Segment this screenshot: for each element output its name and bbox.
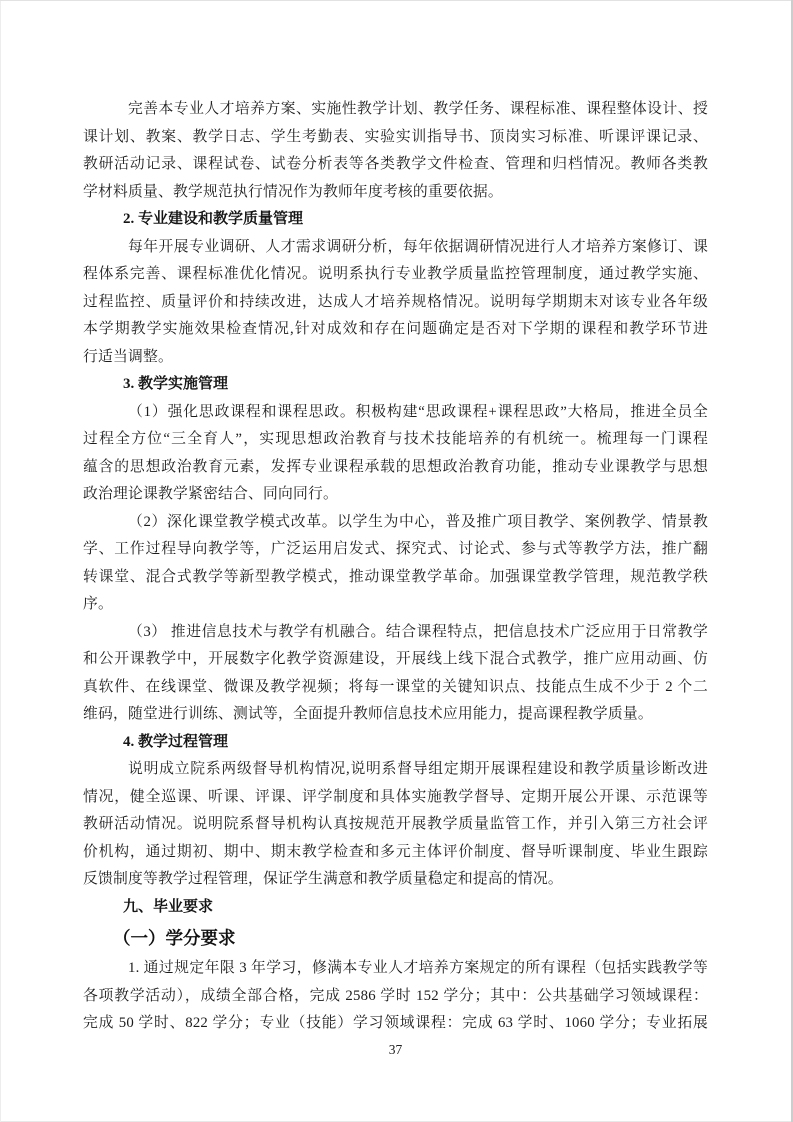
text-line: 各项教学活动），成绩全部合格，完成 2586 学时 152 学分；其中：公共基础学习领域课程： xyxy=(83,987,708,1004)
paragraph-supervision-mechanism xyxy=(83,756,708,894)
text-line: 每年开展专业调研、人才需求调研分析，每年依据调研情况进行人才培养方案修订、课 xyxy=(128,238,708,255)
text-line: 本学期教学实施效果检查情况,针对成效和存在问题确定是否对下学期的课程和教学环节进 xyxy=(83,321,708,337)
text-line: 课计划、教案、教学日志、学生考勤表、实验实训指导书、顶岗实习标准、听课评课记录、 xyxy=(83,128,708,145)
text-line: 情况，健全巡课、听课、评课、评学制度和具体实施教学督导、定期开展公开课、示范课等 xyxy=(83,788,708,805)
page-number: 37 xyxy=(388,1041,403,1057)
page-content xyxy=(83,96,708,1059)
paragraph-annual-research xyxy=(83,234,708,372)
paragraph-2-classroom-teaching-reform xyxy=(83,509,708,619)
text-line: 蕴含的思想政治教育元素，发挥专业课程承载的思想政治教育功能，推动专业课教学与思想 xyxy=(83,458,708,475)
text-line: 转课堂、混合式教学等新型教学模式，推动课堂教学革命。加强课堂教学管理，规范教学秩 xyxy=(83,568,708,585)
text-line: （1）强化思政课程和课程思政。积极构建“思政课程+课程思政”大格局，推进全员全 xyxy=(128,403,708,420)
paragraph-credit-requirement-detail xyxy=(83,955,708,1038)
text-line: 和公开课教学中，开展数字化教学资源建设，开展线上线下混合式教学，推广应用动画、仿 xyxy=(83,651,708,667)
text-line: 说明成立院系两级督导机构情况,说明系督导组定期开展课程建设和教学质量诊断改进 xyxy=(128,761,708,777)
paragraph-1-ideological-political-courses xyxy=(83,399,708,509)
text-line: （3） 推进信息技术与教学有机融合。结合课程特点，把信息技术广泛应用于日常教学 xyxy=(128,623,708,640)
heading-3-teaching-implementation-management: 3. 教学实施管理 xyxy=(123,376,229,392)
text-line: 反馈制度等教学过程管理，保证学生满意和教学质量稳定和提高的情况。 xyxy=(83,871,563,887)
text-line: （2）深化课堂教学模式改革。以学生为中心，普及推广项目教学、案例教学、情景教 xyxy=(128,513,708,530)
text-line: 维码，随堂进行训练、测试等，全面提升教师信息技术应用能力，提高课程教学质量。 xyxy=(83,706,653,722)
text-line: 程体系完善、课程标准优化情况。说明系执行专业教学质量监控管理制度，通过教学实施、 xyxy=(83,266,708,282)
heading-2-major-construction-quality-management: 2. 专业建设和教学质量管理 xyxy=(123,211,304,227)
text-line: 行适当调整。 xyxy=(83,348,173,365)
text-line: 完善本专业人才培养方案、实施性教学计划、教学任务、课程标准、课程整体设计、授 xyxy=(128,101,708,117)
text-line: 价机构，通过期初、期中、期末教学检查和多元主体评价制度、督导听课制度、毕业生跟踪 xyxy=(83,843,708,860)
text-line: 政治理论课教学紧密结合、同向同行。 xyxy=(83,486,338,502)
text-line: 真软件、在线课堂、微课及教学视频；将每一课堂的关键知识点、技能点生成不少于 2 个二 xyxy=(83,678,708,695)
text-line: 完成 50 学时、822 学分；专业（技能）学习领域课程：完成 63 学时、1060 学分；专业拓展 xyxy=(83,1015,708,1031)
paragraph-teaching-files-archive xyxy=(83,96,708,206)
text-line: 学、工作过程导向教学等，广泛运用启发式、探究式、讨论式、参与式等教学方法，推广翻 xyxy=(83,541,708,557)
text-line: 学材料质量、教学规范执行情况作为教师年度考核的重要依据。 xyxy=(83,183,503,200)
text-line: 过程全方位“三全育人”，实现思想政治教育与技术技能培养的有机统一。梳理每一门课程 xyxy=(83,431,708,447)
heading-4-teaching-process-management: 4. 教学过程管理 xyxy=(123,733,229,750)
document-blocks xyxy=(83,96,708,1038)
text-line: 教研活动情况。说明院系督导机构认真按规范开展教学质量监管工作，并引入第三方社会评 xyxy=(83,816,708,832)
text-line: 序。 xyxy=(83,596,113,612)
text-line: 1. 通过规定年限 3 年学习，修满本专业人才培养方案规定的所有课程（包括实践教学等 xyxy=(128,960,708,976)
paragraph-3-information-technology-integration xyxy=(83,619,708,729)
heading-9-graduation-requirements: 九、毕业要求 xyxy=(123,898,214,915)
text-line: 教研活动记录、课程试卷、试卷分析表等各类教学文件检查、管理和归档情况。教师各类教 xyxy=(83,156,708,172)
heading-credit-requirements: （一）学分要求 xyxy=(113,928,236,948)
text-line: 过程监控、质量评价和持续改进，达成人才培养规格情况。说明每学期期末对该专业各年级 xyxy=(83,293,708,310)
